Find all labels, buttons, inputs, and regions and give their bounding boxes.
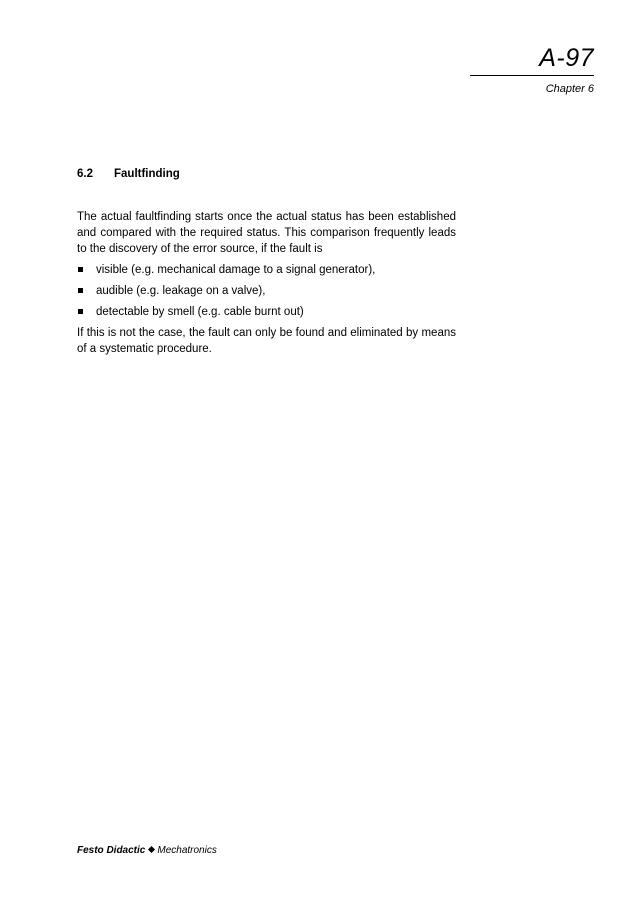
- body-text: [77, 209, 456, 357]
- square-bullet-icon: [78, 288, 83, 293]
- header-rule: [470, 75, 594, 76]
- closing-paragraph: If this is not the case, the fault can only be found and eliminated by means of a systematic procedure.: [77, 327, 456, 355]
- list-item: [77, 262, 456, 278]
- square-bullet-icon: [78, 309, 83, 314]
- square-bullet-icon: [78, 267, 83, 272]
- section-title: Faultfinding: [114, 168, 180, 180]
- footer-product: Mechatronics: [157, 845, 217, 856]
- footer-brand: Festo Didactic: [77, 845, 146, 856]
- list-item-text: detectable by smell (e.g. cable burnt out): [96, 306, 304, 318]
- list-item: [77, 304, 456, 320]
- diamond-separator-icon: [148, 846, 155, 853]
- section-number: 6.2: [77, 168, 93, 180]
- chapter-label: Chapter 6: [545, 83, 594, 95]
- list-item: [77, 283, 456, 299]
- list-item-text: audible (e.g. leakage on a valve),: [96, 285, 266, 297]
- list-item-text: visible (e.g. mechanical damage to a signal generator),: [96, 264, 376, 276]
- page-number: A-97: [539, 44, 594, 72]
- footer: [77, 846, 217, 856]
- bullet-list: [77, 262, 456, 320]
- section-heading: [77, 169, 180, 181]
- intro-paragraph: The actual faultfinding starts once the actual status has been established and compared with the required status. This comparison frequently leads to the discovery of the error source, if the fault is: [77, 211, 456, 255]
